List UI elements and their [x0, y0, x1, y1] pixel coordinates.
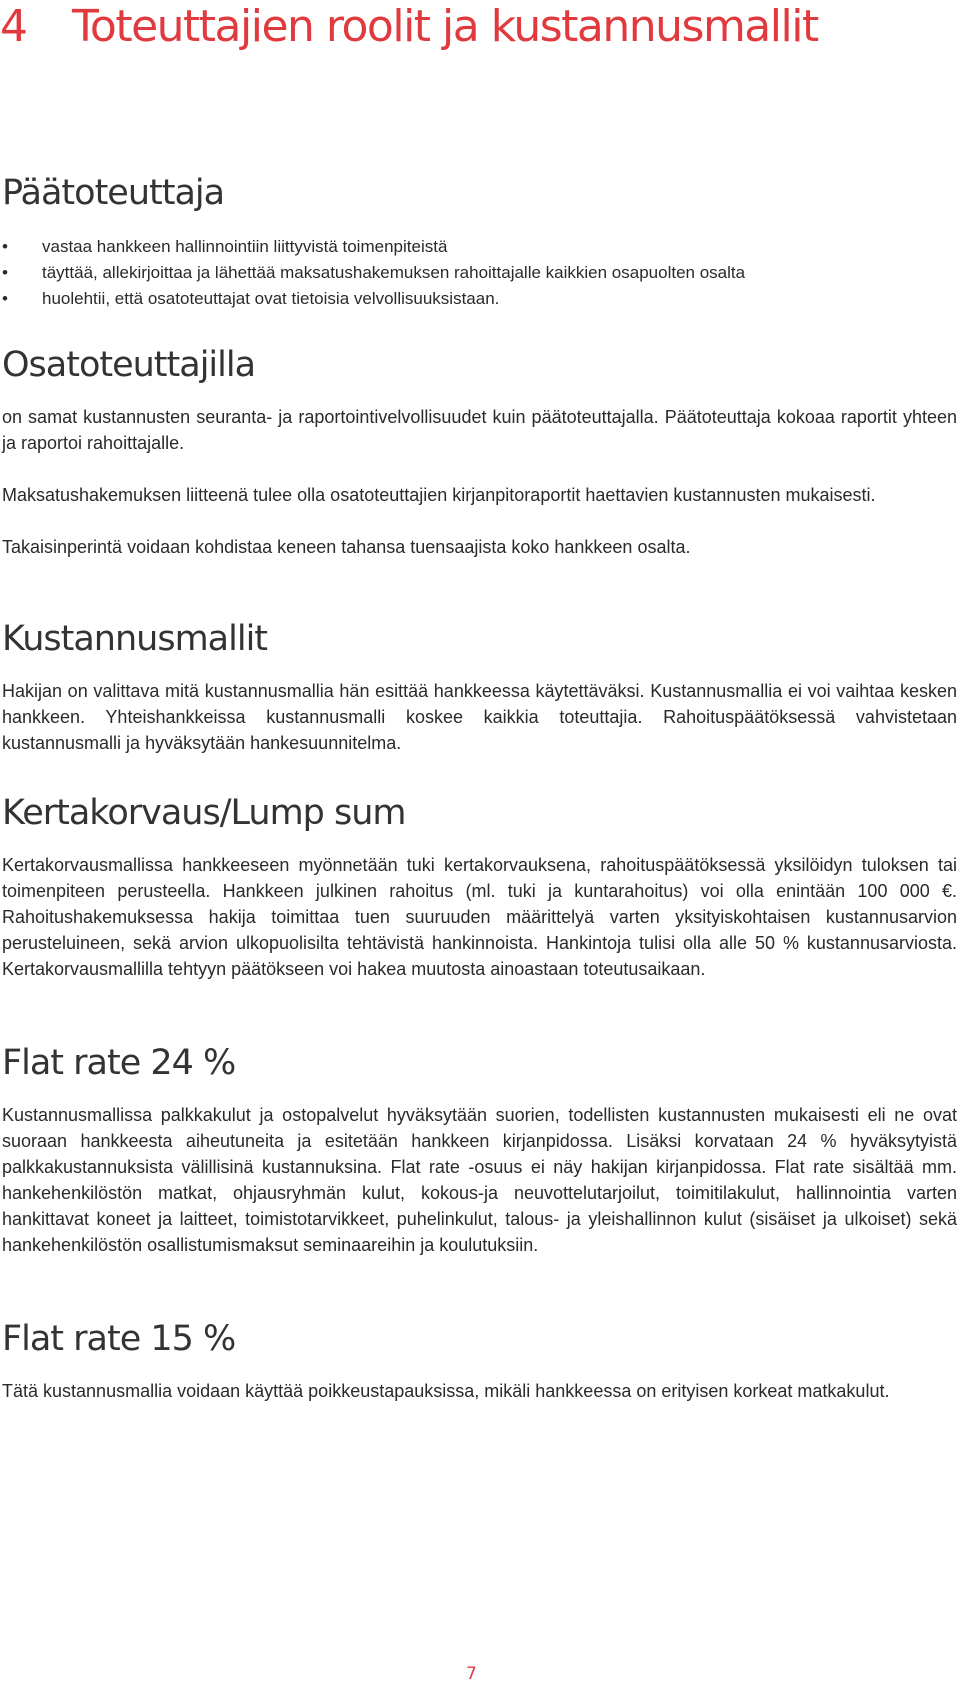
- bullet-item: [2, 234, 960, 260]
- chapter-title: [0, 2, 818, 52]
- bullet-list: [2, 234, 960, 312]
- paragraph: Kertakorvausmallissa hankkeeseen myönnetään tuki kertakorvauksena, rahoituspäätöksessä yksilöidyn tuloksen tai toimenpiteen perusteella. Hankkeen julkinen rahoitus (ml. tuki ja kuntarahoitus) voi olla enintään 100 000 €. Rahoitushakemuksessa hakija toimittaa tuen suuruuden määrittelyä varten yksityiskohtaisen kustannusarvion perusteluineen, sekä arvion ulkopuolisilta tehtävistä hankinnoista. Hankintoja tulisi olla alle 50 % kustannusarviosta. Kertakorvausmallilla tehtyyn päätökseen voi hakea muutosta ainoastaan toteutusaikaan.: [2, 855, 957, 979]
- paragraph: Hakijan on valittava mitä kustannusmallia hän esittää hankkeessa käytettäväksi. Kustannusmallia ei voi vaihtaa kesken hankkeen. Yhteishankkeissa kustannusmalli koskee kaikkia toteuttajia. Rahoituspäätöksessä vahvistetaan kustannusmalli ja hyväksytään hankesuunnitelma.: [2, 681, 957, 753]
- section-heading: Osatoteuttajilla: [2, 345, 256, 385]
- section-body: [2, 852, 960, 982]
- section-osatoteuttajilla: [2, 344, 960, 560]
- section-heading: Flat rate 15 %: [2, 1319, 236, 1359]
- paragraph: Kustannusmallissa palkkakulut ja ostopalvelut hyväksytään suorien, todellisten kustannusten mukaisesti eli ne ovat suoraan hankkeesta aiheutuneita ja esitetään hankkeen kirjanpidossa. Lisäksi korvataan 24 % hyväksytyistä palkkakustannuksista välillisinä kustannuksina. Flat rate -osuus ei näy hakijan kirjanpidossa. Flat rate sisältää mm. hankehenkilöstön matkat, ohjausryhmän kulut, kokous-ja neuvottelutarjoilut, toimitilakulut, hallinnointia varten hankittavat koneet ja laitteet, toimistotarvikkeet, puhelinkulut, talous- ja yleishallinnon kulut (sisäiset ja ulkoiset) sekä hankehenkilöstön osallistumismaksut seminaareihin ja koulutuksiin.: [2, 1105, 957, 1255]
- section-flat-rate-24: [2, 1042, 960, 1258]
- paragraph: Takaisinperintä voidaan kohdistaa keneen tahansa tuensaajista koko hankkeen osalta.: [2, 537, 691, 557]
- page-number: 7: [466, 1664, 477, 1684]
- section-flat-rate-15: [2, 1318, 960, 1404]
- bullet-text: täyttää, allekirjoittaa ja lähettää maksatushakemuksen rahoittajalle kaikkien osapuolten osalta: [42, 263, 746, 282]
- bullet-dot-icon: •: [2, 289, 8, 308]
- bullet-dot-icon: •: [2, 263, 8, 282]
- paragraph: on samat kustannusten seuranta- ja raportointivelvollisuudet kuin päätoteuttajalla. Päätoteuttaja kokoaa raportit yhteen ja raportoi rahoittajalle.: [2, 407, 957, 453]
- chapter-title-text: Toteuttajien roolit ja kustannusmallit: [72, 1, 818, 52]
- section-paatoteuttaja: [2, 172, 960, 312]
- section-heading: Kustannusmallit: [2, 619, 268, 659]
- section-kustannusmallit: [2, 618, 960, 756]
- paragraph: Tätä kustannusmallia voidaan käyttää poikkeustapauksissa, mikäli hankkeessa on erityisen korkeat matkakulut.: [2, 1381, 890, 1401]
- paragraph: Maksatushakemuksen liitteenä tulee olla osatoteuttajien kirjanpitoraportit haettavien kustannusten mukaisesti.: [2, 485, 876, 505]
- bullet-text: vastaa hankkeen hallinnointiin liittyvistä toimenpiteistä: [42, 237, 448, 256]
- section-heading: Kertakorvaus/Lump sum: [2, 793, 406, 833]
- bullet-item: [2, 286, 960, 312]
- section-heading: Päätoteuttaja: [2, 173, 225, 213]
- bullet-text: huolehtii, että osatoteuttajat ovat tietoisia velvollisuuksistaan.: [42, 289, 500, 308]
- bullet-item: [2, 260, 960, 286]
- chapter-number: 4: [0, 1, 27, 52]
- section-body: [2, 404, 960, 560]
- section-body: [2, 1102, 960, 1258]
- section-body: [2, 1378, 960, 1404]
- section-heading: Flat rate 24 %: [2, 1043, 236, 1083]
- section-kertakorvaus: [2, 792, 960, 982]
- section-body: [2, 678, 960, 756]
- bullet-dot-icon: •: [2, 237, 8, 256]
